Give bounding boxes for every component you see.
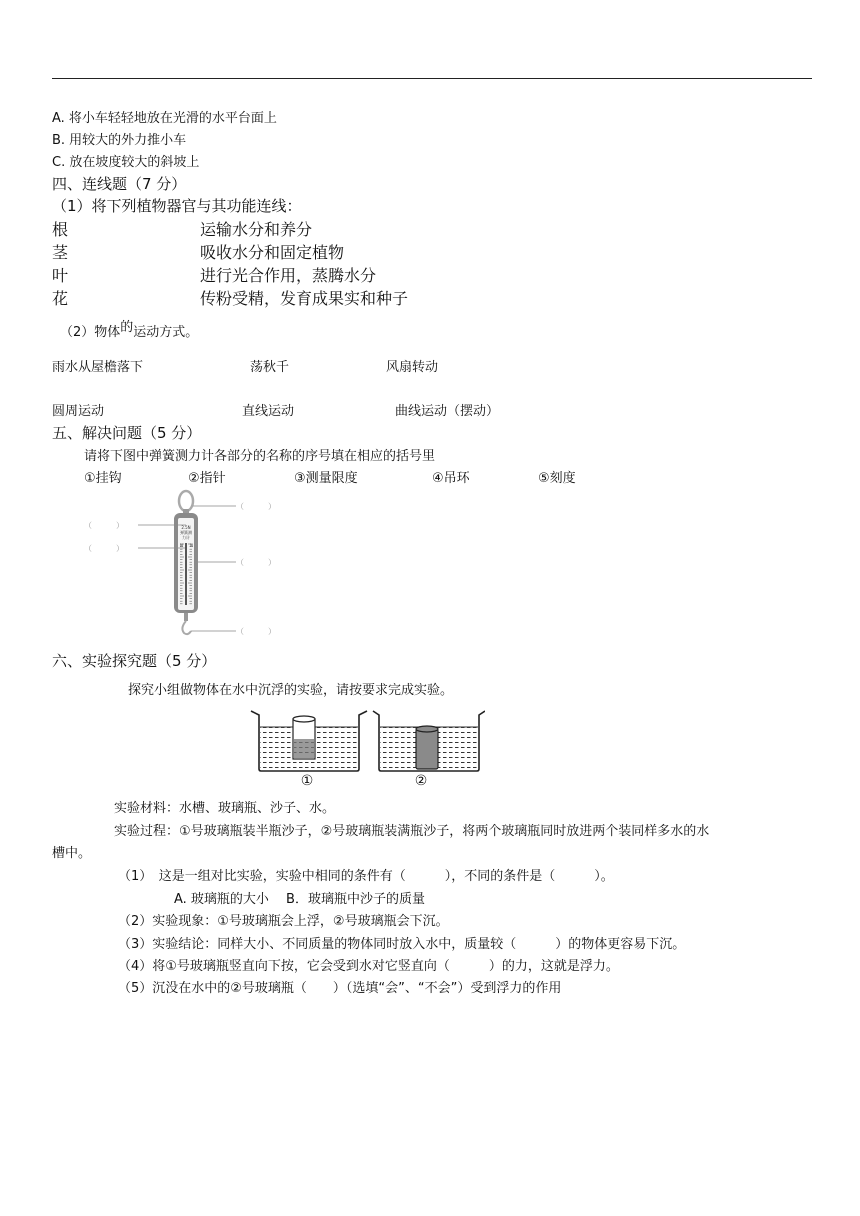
function-3: 进行光合作用，蒸腾水分 xyxy=(200,266,377,285)
hook-icon xyxy=(182,621,191,634)
section4-title: 四、连线题（7 分） xyxy=(52,175,187,193)
motion-linear: 直线运动 xyxy=(242,404,295,419)
materials: 实验材料：水槽、玻璃瓶、沙子、水。 xyxy=(114,801,336,816)
question-3: （3）实验结论：同样大小、不同质量的物体同时放入水中，质量较（ ）的物体更容易下沉。 xyxy=(118,937,686,952)
function-4: 传粉受精，发育成果实和种子 xyxy=(200,289,409,308)
option-a: A. 将小车轻轻地放在光滑的水平台面上 xyxy=(52,111,277,126)
process-line-1: 实验过程：①号玻璃瓶装半瓶沙子，②号玻璃瓶装满瓶沙子，将两个玻璃瓶同时放进两个装同样多水的水 xyxy=(114,824,710,839)
example-swing: 荡秋千 xyxy=(250,360,290,375)
function-1: 运输水分和养分 xyxy=(200,220,313,239)
scale-head-2: 弹簧测 xyxy=(180,530,192,535)
part-hook: ①挂钩 xyxy=(84,471,122,486)
organ-leaf: 叶 xyxy=(52,266,69,285)
section6-intro: 探究小组做物体在水中沉浮的实验，请按要求完成实验。 xyxy=(128,683,454,698)
function-2: 吸收水分和固定植物 xyxy=(200,243,345,262)
question-4: （4）将①号玻璃瓶竖直向下按，它会受到水对它竖直向（ ）的力，这就是浮力。 xyxy=(118,959,619,974)
question-2: （2）实验现象：①号玻璃瓶会上浮，②号玻璃瓶会下沉。 xyxy=(118,914,449,929)
ring-icon xyxy=(179,491,193,511)
spring-scale-diagram xyxy=(80,488,300,640)
motion-curve: 曲线运动（摆动） xyxy=(395,404,500,419)
section5-instruction: 请将下图中弹簧测力计各部分的名称的序号填在相应的括号里 xyxy=(84,449,436,464)
beaker-1 xyxy=(251,711,367,771)
bracket-right-2: （ ） xyxy=(236,558,276,567)
part-pointer: ②指针 xyxy=(188,471,226,486)
q2-sup: 的 xyxy=(120,320,134,335)
header-rule xyxy=(52,78,812,79)
section4-q2 xyxy=(60,321,198,340)
organ-flower: 花 xyxy=(52,289,69,308)
question-5: （5）沉没在水中的②号玻璃瓶（ ）（选填“会”、“不会”）受到浮力的作用 xyxy=(118,981,562,996)
bracket-left-1: （ ） xyxy=(84,521,124,530)
scale-head-3: 力计 xyxy=(182,535,190,540)
example-fan: 风扇转动 xyxy=(386,360,439,375)
part-ring: ④吊环 xyxy=(432,471,470,486)
bracket-right-1: （ ） xyxy=(236,502,276,511)
q2-pre: （2）物体 xyxy=(60,325,121,340)
beaker-label-1: ① xyxy=(300,773,314,789)
beaker-diagram xyxy=(245,705,485,791)
part-range: ③测量限度 xyxy=(294,471,358,486)
question-1: （1） 这是一组对比实验，实验中相同的条件有（ ），不同的条件是（ ）。 xyxy=(118,869,614,884)
option-b: B. 用较大的外力推小车 xyxy=(52,133,187,148)
section5-title: 五、解决问题（5 分） xyxy=(52,424,202,442)
bracket-right-3: （ ） xyxy=(236,627,276,636)
organ-root: 根 xyxy=(52,220,69,239)
organ-stem: 茎 xyxy=(52,243,69,262)
beaker-label-2: ② xyxy=(414,773,428,789)
example-rain: 雨水从屋檐落下 xyxy=(52,360,144,375)
scale-n-left: N xyxy=(180,543,183,548)
scale-head-1: 2.5N xyxy=(181,525,191,530)
part-scale: ⑤刻度 xyxy=(538,471,576,486)
option-c: C. 放在坡度较大的斜坡上 xyxy=(52,155,200,170)
q2-post: 运动方式。 xyxy=(133,325,199,340)
beaker-2 xyxy=(373,711,485,771)
section6-title: 六、实验探究题（5 分） xyxy=(52,652,217,670)
motion-circular: 圆周运动 xyxy=(52,404,105,419)
process-line-2: 槽中。 xyxy=(52,846,92,861)
section4-q1: （1）将下列植物器官与其功能连线： xyxy=(52,197,302,215)
question-1-choices: A. 玻璃瓶的大小 B．玻璃瓶中沙子的质量 xyxy=(174,892,425,907)
bracket-left-2: （ ） xyxy=(84,544,124,553)
scale-n-right: N xyxy=(190,543,193,548)
